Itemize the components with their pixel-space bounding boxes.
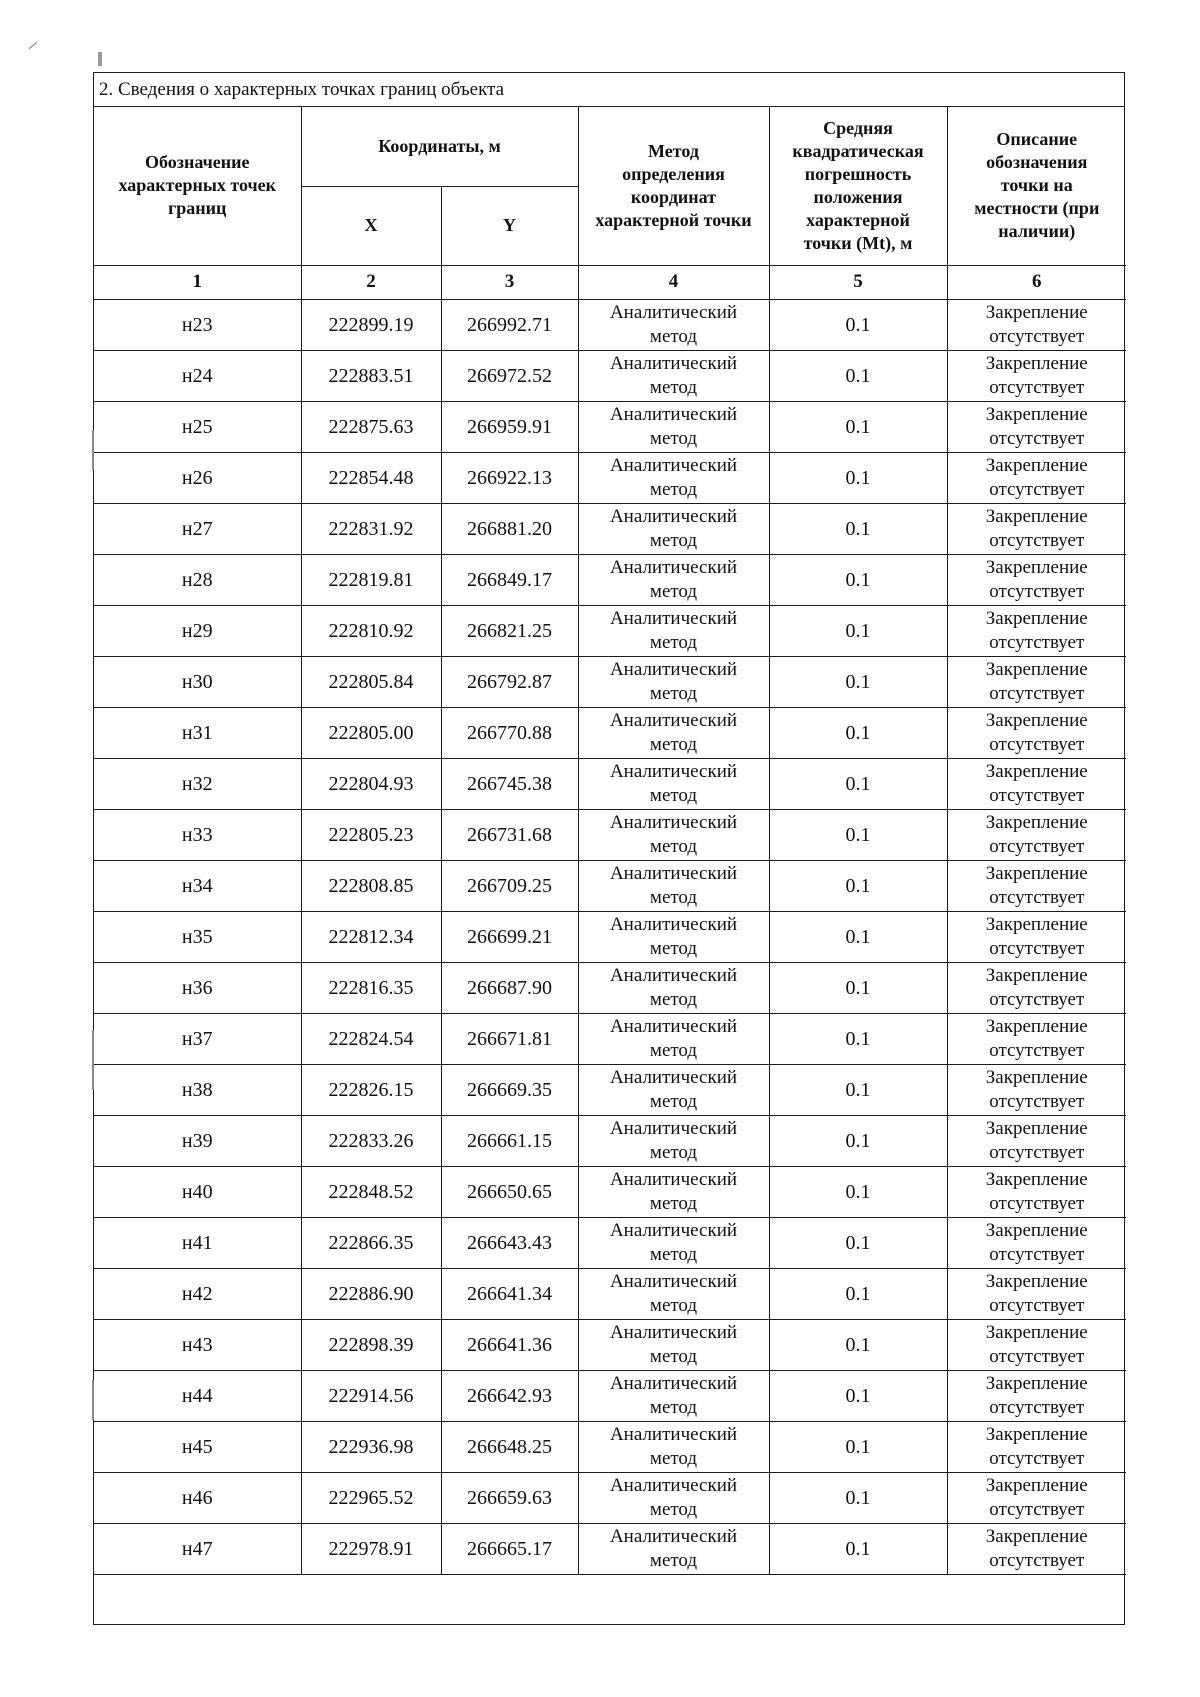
point-id: н47	[94, 1523, 301, 1574]
coord-y: 266661.15	[441, 1115, 578, 1166]
accuracy-cell: 0.1	[769, 1166, 947, 1217]
description-cell: Закрепление отсутствует	[947, 503, 1126, 554]
description-cell: Закрепление отсутствует	[947, 656, 1126, 707]
description-cell: Закрепление отсутствует	[947, 1064, 1126, 1115]
description-cell: Закрепление отсутствует	[947, 1421, 1126, 1472]
table-row	[94, 350, 1126, 401]
scan-artifact	[98, 52, 102, 66]
coord-x: 222805.84	[301, 656, 441, 707]
table-row	[94, 911, 1126, 962]
coord-x: 222812.34	[301, 911, 441, 962]
accuracy-cell: 0.1	[769, 1370, 947, 1421]
accuracy-cell: 0.1	[769, 350, 947, 401]
table-row	[94, 656, 1126, 707]
description-cell: Закрепление отсутствует	[947, 605, 1126, 656]
coord-x: 222826.15	[301, 1064, 441, 1115]
header-accuracy: Средняя квадратическая погрешность положения характерной точки (Mt), м	[769, 107, 947, 265]
accuracy-cell: 0.1	[769, 707, 947, 758]
accuracy-cell: 0.1	[769, 401, 947, 452]
description-cell: Закрепление отсутствует	[947, 962, 1126, 1013]
table-row	[94, 860, 1126, 911]
scan-artifact	[29, 42, 37, 49]
coord-y: 266972.52	[441, 350, 578, 401]
description-cell: Закрепление отсутствует	[947, 1370, 1126, 1421]
coord-y: 266709.25	[441, 860, 578, 911]
column-number: 4	[578, 265, 769, 299]
description-cell: Закрепление отсутствует	[947, 1115, 1126, 1166]
point-id: н38	[94, 1064, 301, 1115]
coord-y: 266881.20	[441, 503, 578, 554]
coord-y: 266821.25	[441, 605, 578, 656]
table-row	[94, 758, 1126, 809]
point-id: н28	[94, 554, 301, 605]
accuracy-cell: 0.1	[769, 554, 947, 605]
accuracy-cell: 0.1	[769, 1217, 947, 1268]
point-id: н31	[94, 707, 301, 758]
table-row	[94, 1064, 1126, 1115]
point-id: н40	[94, 1166, 301, 1217]
accuracy-cell: 0.1	[769, 1421, 947, 1472]
point-id: н29	[94, 605, 301, 656]
coord-x: 222816.35	[301, 962, 441, 1013]
point-id: н42	[94, 1268, 301, 1319]
table-footer-row	[94, 1588, 1124, 1624]
table-row	[94, 299, 1126, 350]
table-row	[94, 554, 1126, 605]
coord-x: 222831.92	[301, 503, 441, 554]
table-row	[94, 707, 1126, 758]
column-number: 1	[94, 265, 301, 299]
point-id: н37	[94, 1013, 301, 1064]
description-cell: Закрепление отсутствует	[947, 1217, 1126, 1268]
description-cell: Закрепление отсутствует	[947, 1268, 1126, 1319]
header-point-designation: Обозначение характерных точек границ	[94, 107, 301, 265]
method-cell: Аналитический метод	[578, 860, 769, 911]
coord-x: 222805.23	[301, 809, 441, 860]
point-id: н23	[94, 299, 301, 350]
point-id: н36	[94, 962, 301, 1013]
method-cell: Аналитический метод	[578, 1472, 769, 1523]
method-cell: Аналитический метод	[578, 299, 769, 350]
accuracy-cell: 0.1	[769, 299, 947, 350]
column-number: 5	[769, 265, 947, 299]
description-cell: Закрепление отсутствует	[947, 554, 1126, 605]
accuracy-cell: 0.1	[769, 1013, 947, 1064]
coord-y: 266699.21	[441, 911, 578, 962]
column-number: 6	[947, 265, 1126, 299]
scan-artifact	[92, 430, 94, 470]
scan-artifact	[92, 1380, 94, 1420]
accuracy-cell: 0.1	[769, 656, 947, 707]
description-cell: Закрепление отсутствует	[947, 401, 1126, 452]
coord-x: 222833.26	[301, 1115, 441, 1166]
coord-y: 266671.81	[441, 1013, 578, 1064]
table-body	[94, 299, 1126, 1574]
coord-x: 222875.63	[301, 401, 441, 452]
coord-x: 222866.35	[301, 1217, 441, 1268]
coord-x: 222819.81	[301, 554, 441, 605]
description-cell: Закрепление отсутствует	[947, 299, 1126, 350]
point-id: н45	[94, 1421, 301, 1472]
coord-y: 266659.63	[441, 1472, 578, 1523]
method-cell: Аналитический метод	[578, 656, 769, 707]
accuracy-cell: 0.1	[769, 1523, 947, 1574]
accuracy-cell: 0.1	[769, 860, 947, 911]
method-cell: Аналитический метод	[578, 1268, 769, 1319]
point-id: н24	[94, 350, 301, 401]
column-number: 2	[301, 265, 441, 299]
table-row	[94, 962, 1126, 1013]
method-cell: Аналитический метод	[578, 554, 769, 605]
accuracy-cell: 0.1	[769, 809, 947, 860]
description-cell: Закрепление отсутствует	[947, 452, 1126, 503]
coord-x: 222898.39	[301, 1319, 441, 1370]
coord-y: 266959.91	[441, 401, 578, 452]
description-cell: Закрепление отсутствует	[947, 1319, 1126, 1370]
description-cell: Закрепление отсутствует	[947, 707, 1126, 758]
method-cell: Аналитический метод	[578, 1319, 769, 1370]
description-cell: Закрепление отсутствует	[947, 911, 1126, 962]
table-row	[94, 1319, 1126, 1370]
method-cell: Аналитический метод	[578, 1115, 769, 1166]
point-id: н39	[94, 1115, 301, 1166]
description-cell: Закрепление отсутствует	[947, 1013, 1126, 1064]
method-cell: Аналитический метод	[578, 911, 769, 962]
point-id: н33	[94, 809, 301, 860]
point-id: н41	[94, 1217, 301, 1268]
accuracy-cell: 0.1	[769, 503, 947, 554]
method-cell: Аналитический метод	[578, 1370, 769, 1421]
point-id: н25	[94, 401, 301, 452]
table-row	[94, 1370, 1126, 1421]
header-description: Описание обозначения точки на местности (при наличии)	[947, 107, 1126, 265]
coord-x: 222965.52	[301, 1472, 441, 1523]
coord-x: 222808.85	[301, 860, 441, 911]
coord-y: 266922.13	[441, 452, 578, 503]
section-title: 2. Сведения о характерных точках границ объекта	[94, 73, 1124, 107]
description-cell: Закрепление отсутствует	[947, 809, 1126, 860]
point-id: н26	[94, 452, 301, 503]
table-row	[94, 1472, 1126, 1523]
description-cell: Закрепление отсутствует	[947, 1523, 1126, 1574]
coord-x: 222936.98	[301, 1421, 441, 1472]
header-x: X	[301, 186, 441, 265]
description-cell: Закрепление отсутствует	[947, 860, 1126, 911]
coord-y: 266849.17	[441, 554, 578, 605]
table-row	[94, 1013, 1126, 1064]
table-row	[94, 1268, 1126, 1319]
boundary-points-table	[94, 107, 1126, 1575]
accuracy-cell: 0.1	[769, 911, 947, 962]
coord-x: 222810.92	[301, 605, 441, 656]
coord-x: 222883.51	[301, 350, 441, 401]
accuracy-cell: 0.1	[769, 452, 947, 503]
coord-y: 266643.43	[441, 1217, 578, 1268]
header-method: Метод определения координат характерной точки	[578, 107, 769, 265]
point-id: н27	[94, 503, 301, 554]
coord-y: 266650.65	[441, 1166, 578, 1217]
coord-y: 266665.17	[441, 1523, 578, 1574]
table-row	[94, 452, 1126, 503]
method-cell: Аналитический метод	[578, 1217, 769, 1268]
method-cell: Аналитический метод	[578, 758, 769, 809]
method-cell: Аналитический метод	[578, 503, 769, 554]
table-row	[94, 401, 1126, 452]
coord-x: 222886.90	[301, 1268, 441, 1319]
header-y: Y	[441, 186, 578, 265]
point-id: н44	[94, 1370, 301, 1421]
coord-y: 266641.34	[441, 1268, 578, 1319]
method-cell: Аналитический метод	[578, 1421, 769, 1472]
point-id: н32	[94, 758, 301, 809]
accuracy-cell: 0.1	[769, 1115, 947, 1166]
coord-x: 222848.52	[301, 1166, 441, 1217]
coord-y: 266669.35	[441, 1064, 578, 1115]
table-row	[94, 1115, 1126, 1166]
method-cell: Аналитический метод	[578, 1013, 769, 1064]
column-number-row	[94, 265, 1126, 299]
description-cell: Закрепление отсутствует	[947, 350, 1126, 401]
method-cell: Аналитический метод	[578, 1064, 769, 1115]
accuracy-cell: 0.1	[769, 1472, 947, 1523]
table-row	[94, 605, 1126, 656]
table-row	[94, 1217, 1126, 1268]
accuracy-cell: 0.1	[769, 1319, 947, 1370]
accuracy-cell: 0.1	[769, 962, 947, 1013]
description-cell: Закрепление отсутствует	[947, 1472, 1126, 1523]
coord-x: 222899.19	[301, 299, 441, 350]
method-cell: Аналитический метод	[578, 605, 769, 656]
coord-y: 266641.36	[441, 1319, 578, 1370]
method-cell: Аналитический метод	[578, 452, 769, 503]
method-cell: Аналитический метод	[578, 350, 769, 401]
accuracy-cell: 0.1	[769, 605, 947, 656]
point-id: н34	[94, 860, 301, 911]
accuracy-cell: 0.1	[769, 1268, 947, 1319]
coord-y: 266642.93	[441, 1370, 578, 1421]
coord-x: 222805.00	[301, 707, 441, 758]
scan-artifact	[92, 1030, 94, 1090]
method-cell: Аналитический метод	[578, 707, 769, 758]
table-row	[94, 1421, 1126, 1472]
method-cell: Аналитический метод	[578, 1523, 769, 1574]
point-id: н46	[94, 1472, 301, 1523]
coord-y: 266745.38	[441, 758, 578, 809]
method-cell: Аналитический метод	[578, 962, 769, 1013]
table-row	[94, 1523, 1126, 1574]
coord-x: 222854.48	[301, 452, 441, 503]
coord-y: 266792.87	[441, 656, 578, 707]
coord-y: 266731.68	[441, 809, 578, 860]
coord-y: 266687.90	[441, 962, 578, 1013]
coord-y: 266992.71	[441, 299, 578, 350]
point-id: н43	[94, 1319, 301, 1370]
accuracy-cell: 0.1	[769, 1064, 947, 1115]
point-id: н35	[94, 911, 301, 962]
coord-x: 222804.93	[301, 758, 441, 809]
coord-y: 266770.88	[441, 707, 578, 758]
description-cell: Закрепление отсутствует	[947, 758, 1126, 809]
document-sheet	[93, 72, 1125, 1625]
coord-x: 222914.56	[301, 1370, 441, 1421]
coord-y: 266648.25	[441, 1421, 578, 1472]
method-cell: Аналитический метод	[578, 401, 769, 452]
column-number: 3	[441, 265, 578, 299]
description-cell: Закрепление отсутствует	[947, 1166, 1126, 1217]
table-row	[94, 503, 1126, 554]
header-coordinates: Координаты, м	[301, 107, 578, 186]
coord-x: 222824.54	[301, 1013, 441, 1064]
accuracy-cell: 0.1	[769, 758, 947, 809]
table-row	[94, 1166, 1126, 1217]
method-cell: Аналитический метод	[578, 809, 769, 860]
point-id: н30	[94, 656, 301, 707]
method-cell: Аналитический метод	[578, 1166, 769, 1217]
table-row	[94, 809, 1126, 860]
coord-x: 222978.91	[301, 1523, 441, 1574]
